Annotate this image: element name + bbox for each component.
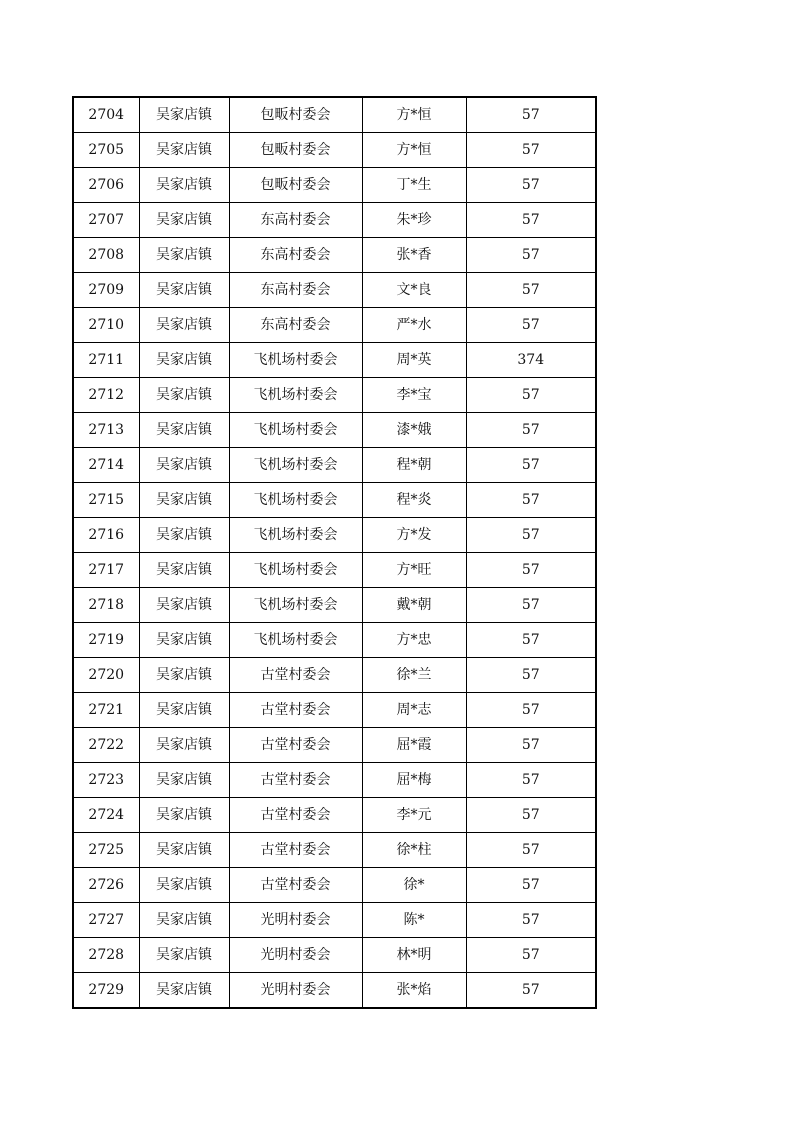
cell-amount: 57 xyxy=(466,97,596,133)
cell-village: 飞机场村委会 xyxy=(229,378,362,413)
cell-id: 2712 xyxy=(73,378,139,413)
cell-village: 古堂村委会 xyxy=(229,798,362,833)
cell-village: 飞机场村委会 xyxy=(229,483,362,518)
cell-village: 东高村委会 xyxy=(229,203,362,238)
cell-name: 程*炎 xyxy=(362,483,466,518)
cell-id: 2706 xyxy=(73,168,139,203)
cell-amount: 57 xyxy=(466,973,596,1009)
cell-village: 东高村委会 xyxy=(229,308,362,343)
cell-amount: 57 xyxy=(466,448,596,483)
cell-amount: 57 xyxy=(466,658,596,693)
cell-village: 光明村委会 xyxy=(229,938,362,973)
cell-town: 吴家店镇 xyxy=(139,448,229,483)
cell-amount: 57 xyxy=(466,273,596,308)
table-row xyxy=(73,833,596,868)
cell-id: 2705 xyxy=(73,133,139,168)
cell-name: 文*良 xyxy=(362,273,466,308)
cell-amount: 57 xyxy=(466,518,596,553)
cell-village: 东高村委会 xyxy=(229,238,362,273)
cell-village: 光明村委会 xyxy=(229,903,362,938)
cell-id: 2726 xyxy=(73,868,139,903)
cell-name: 屈*霞 xyxy=(362,728,466,763)
cell-amount: 57 xyxy=(466,763,596,798)
table-row xyxy=(73,343,596,378)
cell-name: 方*忠 xyxy=(362,623,466,658)
cell-name: 屈*梅 xyxy=(362,763,466,798)
table-row xyxy=(73,903,596,938)
table-row xyxy=(73,518,596,553)
cell-town: 吴家店镇 xyxy=(139,658,229,693)
cell-id: 2718 xyxy=(73,588,139,623)
table-row xyxy=(73,693,596,728)
cell-id: 2710 xyxy=(73,308,139,343)
cell-village: 古堂村委会 xyxy=(229,763,362,798)
table-row xyxy=(73,658,596,693)
cell-id: 2704 xyxy=(73,97,139,133)
cell-village: 包畈村委会 xyxy=(229,168,362,203)
cell-village: 古堂村委会 xyxy=(229,693,362,728)
table-row xyxy=(73,623,596,658)
cell-name: 戴*朝 xyxy=(362,588,466,623)
cell-village: 古堂村委会 xyxy=(229,658,362,693)
cell-amount: 57 xyxy=(466,483,596,518)
cell-name: 方*恒 xyxy=(362,97,466,133)
cell-village: 飞机场村委会 xyxy=(229,343,362,378)
cell-amount: 57 xyxy=(466,133,596,168)
cell-id: 2719 xyxy=(73,623,139,658)
cell-village: 古堂村委会 xyxy=(229,868,362,903)
table-row xyxy=(73,413,596,448)
cell-village: 包畈村委会 xyxy=(229,97,362,133)
cell-village: 飞机场村委会 xyxy=(229,588,362,623)
cell-amount: 57 xyxy=(466,798,596,833)
cell-amount: 57 xyxy=(466,903,596,938)
cell-id: 2721 xyxy=(73,693,139,728)
cell-village: 古堂村委会 xyxy=(229,728,362,763)
cell-id: 2722 xyxy=(73,728,139,763)
cell-amount: 57 xyxy=(466,238,596,273)
cell-amount: 57 xyxy=(466,553,596,588)
cell-id: 2717 xyxy=(73,553,139,588)
cell-amount: 57 xyxy=(466,623,596,658)
table-row xyxy=(73,798,596,833)
table-row xyxy=(73,728,596,763)
cell-name: 周*英 xyxy=(362,343,466,378)
cell-id: 2708 xyxy=(73,238,139,273)
cell-amount: 57 xyxy=(466,868,596,903)
cell-id: 2713 xyxy=(73,413,139,448)
cell-town: 吴家店镇 xyxy=(139,938,229,973)
cell-id: 2720 xyxy=(73,658,139,693)
cell-name: 李*宝 xyxy=(362,378,466,413)
cell-town: 吴家店镇 xyxy=(139,308,229,343)
cell-id: 2727 xyxy=(73,903,139,938)
cell-town: 吴家店镇 xyxy=(139,763,229,798)
cell-amount: 57 xyxy=(466,168,596,203)
cell-name: 方*恒 xyxy=(362,133,466,168)
cell-amount: 57 xyxy=(466,938,596,973)
cell-amount: 57 xyxy=(466,693,596,728)
table-row xyxy=(73,168,596,203)
cell-town: 吴家店镇 xyxy=(139,588,229,623)
cell-name: 漆*娥 xyxy=(362,413,466,448)
cell-name: 丁*生 xyxy=(362,168,466,203)
cell-id: 2707 xyxy=(73,203,139,238)
table-row xyxy=(73,133,596,168)
cell-town: 吴家店镇 xyxy=(139,903,229,938)
table-row xyxy=(73,448,596,483)
cell-village: 飞机场村委会 xyxy=(229,623,362,658)
cell-name: 陈* xyxy=(362,903,466,938)
cell-id: 2728 xyxy=(73,938,139,973)
cell-name: 周*志 xyxy=(362,693,466,728)
cell-id: 2729 xyxy=(73,973,139,1009)
data-table xyxy=(72,96,597,1009)
cell-town: 吴家店镇 xyxy=(139,693,229,728)
cell-amount: 57 xyxy=(466,413,596,448)
cell-town: 吴家店镇 xyxy=(139,483,229,518)
cell-town: 吴家店镇 xyxy=(139,553,229,588)
cell-town: 吴家店镇 xyxy=(139,238,229,273)
cell-amount: 57 xyxy=(466,378,596,413)
cell-name: 朱*珍 xyxy=(362,203,466,238)
cell-village: 飞机场村委会 xyxy=(229,553,362,588)
cell-amount: 57 xyxy=(466,833,596,868)
table-row xyxy=(73,378,596,413)
cell-town: 吴家店镇 xyxy=(139,833,229,868)
cell-village: 包畈村委会 xyxy=(229,133,362,168)
cell-id: 2709 xyxy=(73,273,139,308)
cell-town: 吴家店镇 xyxy=(139,133,229,168)
table-row xyxy=(73,308,596,343)
cell-town: 吴家店镇 xyxy=(139,97,229,133)
cell-id: 2725 xyxy=(73,833,139,868)
cell-id: 2715 xyxy=(73,483,139,518)
cell-amount: 57 xyxy=(466,308,596,343)
cell-name: 严*水 xyxy=(362,308,466,343)
cell-town: 吴家店镇 xyxy=(139,168,229,203)
table-row xyxy=(73,973,596,1009)
cell-town: 吴家店镇 xyxy=(139,728,229,763)
cell-town: 吴家店镇 xyxy=(139,203,229,238)
cell-id: 2714 xyxy=(73,448,139,483)
cell-village: 飞机场村委会 xyxy=(229,448,362,483)
cell-name: 徐*兰 xyxy=(362,658,466,693)
table-row xyxy=(73,553,596,588)
cell-name: 方*发 xyxy=(362,518,466,553)
cell-village: 光明村委会 xyxy=(229,973,362,1009)
cell-name: 张*焰 xyxy=(362,973,466,1009)
table-row xyxy=(73,588,596,623)
cell-town: 吴家店镇 xyxy=(139,868,229,903)
cell-id: 2716 xyxy=(73,518,139,553)
cell-town: 吴家店镇 xyxy=(139,273,229,308)
cell-id: 2723 xyxy=(73,763,139,798)
table-row xyxy=(73,763,596,798)
cell-village: 飞机场村委会 xyxy=(229,518,362,553)
cell-name: 林*明 xyxy=(362,938,466,973)
cell-id: 2711 xyxy=(73,343,139,378)
cell-town: 吴家店镇 xyxy=(139,413,229,448)
cell-amount: 57 xyxy=(466,588,596,623)
cell-town: 吴家店镇 xyxy=(139,798,229,833)
cell-name: 张*香 xyxy=(362,238,466,273)
cell-name: 李*元 xyxy=(362,798,466,833)
cell-town: 吴家店镇 xyxy=(139,343,229,378)
table-row xyxy=(73,203,596,238)
cell-name: 徐*柱 xyxy=(362,833,466,868)
cell-name: 徐* xyxy=(362,868,466,903)
cell-village: 东高村委会 xyxy=(229,273,362,308)
cell-town: 吴家店镇 xyxy=(139,973,229,1009)
table-row xyxy=(73,938,596,973)
cell-town: 吴家店镇 xyxy=(139,623,229,658)
cell-amount: 57 xyxy=(466,203,596,238)
cell-village: 古堂村委会 xyxy=(229,833,362,868)
table-row xyxy=(73,97,596,133)
cell-town: 吴家店镇 xyxy=(139,378,229,413)
cell-name: 方*旺 xyxy=(362,553,466,588)
table-body xyxy=(73,97,596,1008)
cell-amount: 57 xyxy=(466,728,596,763)
cell-name: 程*朝 xyxy=(362,448,466,483)
table-row xyxy=(73,273,596,308)
table-row xyxy=(73,483,596,518)
table-row xyxy=(73,238,596,273)
table-row xyxy=(73,868,596,903)
cell-amount: 374 xyxy=(466,343,596,378)
cell-id: 2724 xyxy=(73,798,139,833)
cell-village: 飞机场村委会 xyxy=(229,413,362,448)
cell-town: 吴家店镇 xyxy=(139,518,229,553)
